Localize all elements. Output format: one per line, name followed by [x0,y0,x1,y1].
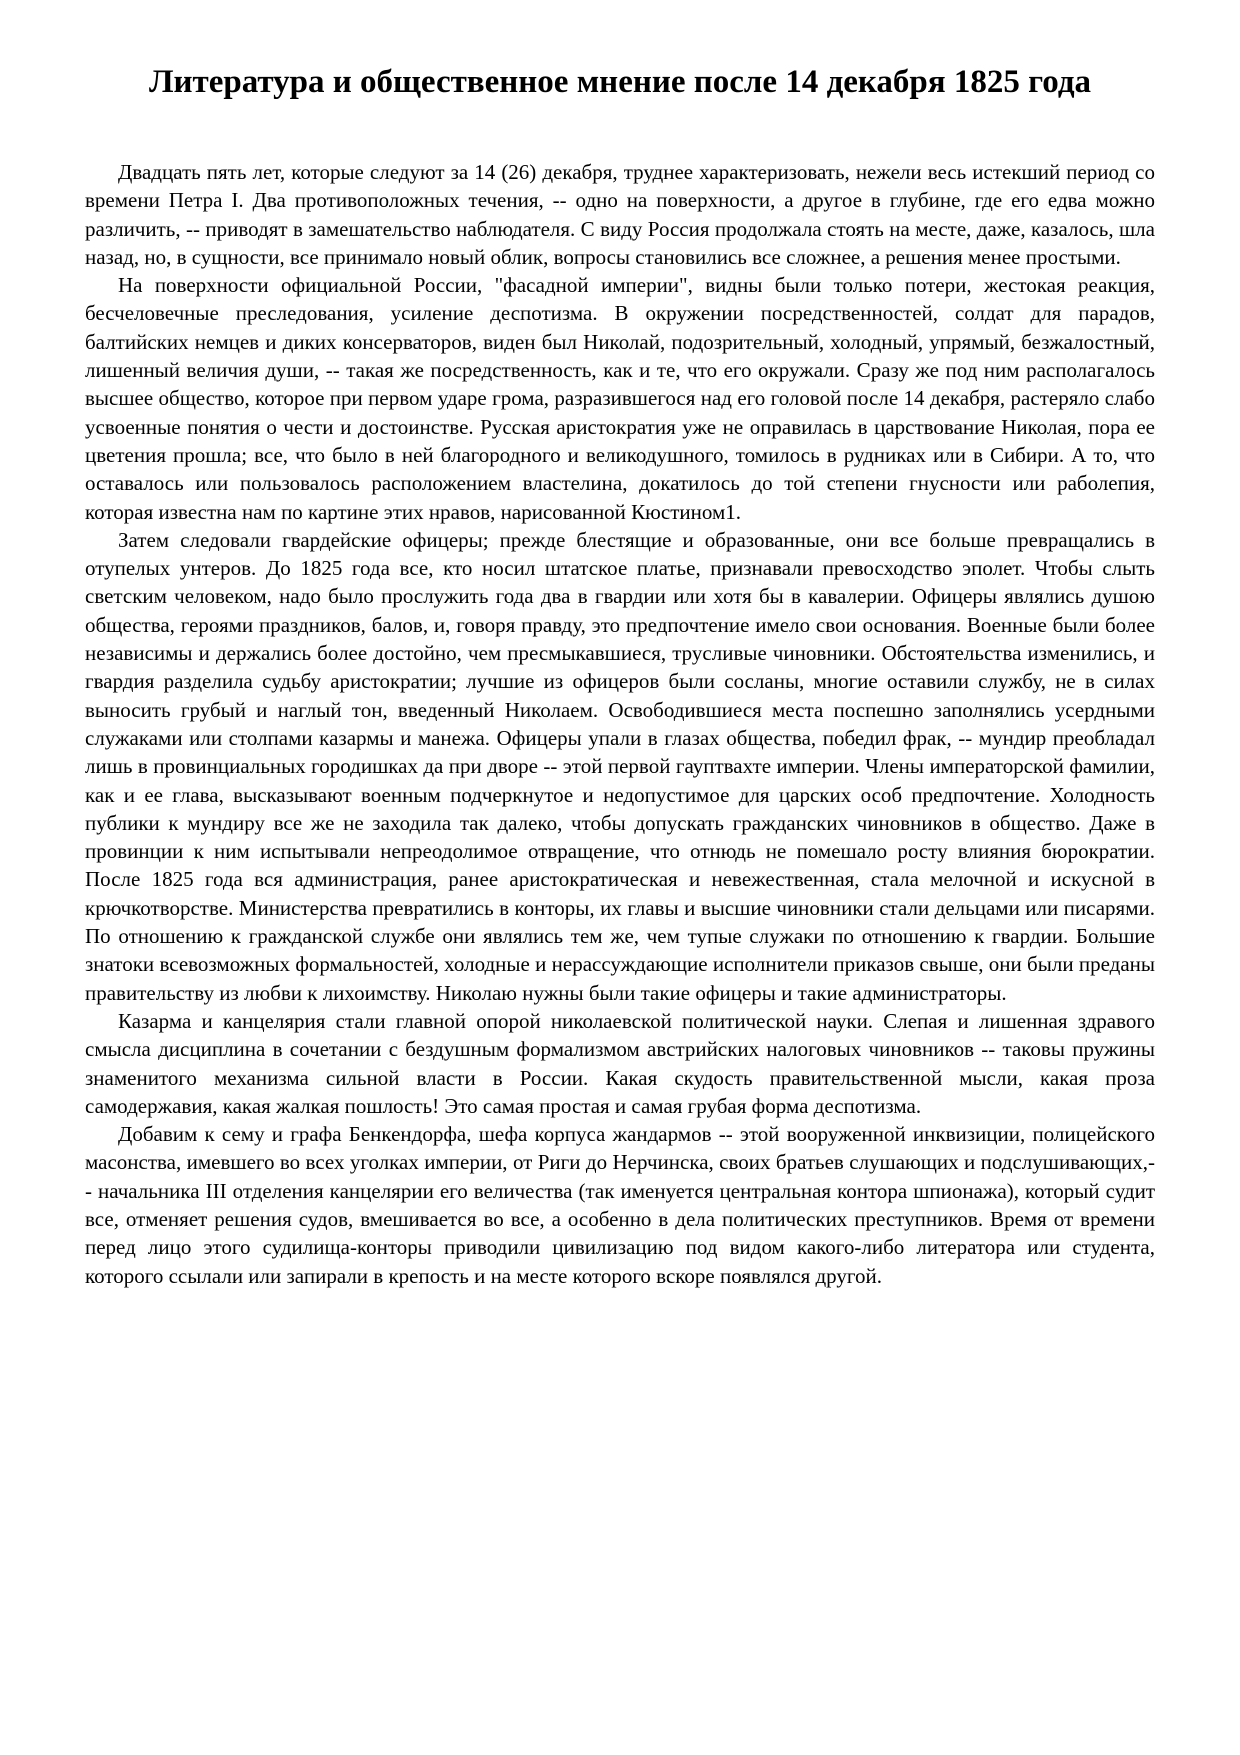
paragraph-barracks-chancellery: Казарма и канцелярия стали главной опорой николаевской политической науки. Слепая и лишенная здравого смысла дисциплина в сочетании с бездушным формализмом австрийских налоговых чиновников -- таковы пружины знаменитого механизма сильной власти в России. Какая скудость правительственной мысли, какая проза самодержавия, какая жалкая пошлость! Это самая простая и самая грубая форма деспотизма. [85,1008,1155,1118]
paragraph-benkendorf: Добавим к сему и графа Бенкендорфа, шефа корпуса жандармов -- этой вооруженной инквизиции, полицейского масонства, имевшего во всех уголках империи, от Риги до Нерчинска, своих братьев слушающих и подслушивающих,-- начальника III отделения канцелярии его величества (так именуется центральная контора шпионажа), который судит все, отменяет решения судов, вмешивается во все, а особенно в дела политических преступников. Время от времени перед лицо этого судилища-конторы приводили цивилизацию под видом какого-либо литератора или студента, которого ссылали или запирали в крепость и на месте которого вскоре появлялся другой. [85,1122,1155,1288]
paragraph-guards-officers: Затем следовали гвардейские офицеры; прежде блестящие и образованные, они все больше превращались в отупелых унтеров. До 1825 года все, кто носил штатское платье, признавали превосходство эполет. Чтобы слыть светским человеком, надо было прослужить года два в гвардии или хотя бы в кавалерии. Офицеры являлись душою общества, героями праздников, балов, и, говоря правду, это предпочтение имело свои основания. Военные были более независимы и держались более достойно, чем пресмыкавшиеся, трусливые чиновники. Обстоятельства изменились, и гвардия разделила судьбу аристократии; лучшие из офицеров были сосланы, многие оставили службу, не в силах выносить грубый и наглый тон, введенный Николаем. Освободившиеся места поспешно заполнялись усердными служаками или столпами казармы и манежа. Офицеры упали в глазах общества, победил фрак, -- мундир преобладал лишь в провинциальных городишках да при дворе -- этой первой гауптвахте империи. Члены императорской фамилии, как и ее глава, высказывают военным подчеркнутое и недопустимое для царских особ предпочтение. Холодность публики к мундиру все же не заходила так далеко, чтобы допускать гражданских чиновников в общество. Даже в провинции к ним испытывали непреодолимое отвращение, что отнюдь не помешало росту влияния бюрократии. После 1825 года вся администрация, ранее аристократическая и невежественная, стала мелочной и искусной в крючкотворстве. Министерства превратились в конторы, их главы и высшие чиновники стали дельцами или писарями. По отношению к гражданской службе они являлись тем же, чем тупые служаки по отношению к гвардии. Большие знатоки всевозможных формальностей, холодные и нерассуждающие исполнители приказов свыше, они были преданы правительству из любви к лихоимству. Николаю нужны были такие офицеры и такие администраторы. [85,527,1155,1005]
document-body [85,158,1155,1290]
paragraph-official-russia: На поверхности официальной России, "фасадной империи", видны были только потери, жестокая реакция, бесчеловечные преследования, усиление деспотизма. В окружении посредственностей, солдат для парадов, балтийских немцев и диких консерваторов, виден был Николай, подозрительный, холодный, упрямый, безжалостный, лишенный величия души, -- такая же посредственность, как и те, что его окружали. Сразу же под ним располагалось высшее общество, которое при первом ударе грома, разразившегося над его головой после 14 декабря, растеряло слабо усвоенные понятия о чести и достоинстве. Русская аристократия уже не оправилась в царствование Николая, пора ее цветения прошла; все, что было в ней благородного и великодушного, томилось в рудниках или в Сибири. А то, что оставалось или пользовалось расположением властелина, докатилось до той степени гнусности или раболепия, которая известна нам по картине этих нравов, нарисованной Кюстином1. [85,273,1155,524]
paragraph-intro: Двадцать пять лет, которые следуют за 14 (26) декабря, труднее характеризовать, нежели весь истекший период со времени Петра I. Два противоположных течения, -- одно на поверхности, а другое в глубине, где его едва можно различить, -- приводят в замешательство наблюдателя. С виду Россия продолжала стоять на месте, даже, казалось, шла назад, но, в сущности, все принимало новый облик, вопросы становились все сложнее, а решения менее простыми. [85,160,1155,269]
page-title: Литература и общественное мнение после 14 декабря 1825 года [148,64,1092,100]
